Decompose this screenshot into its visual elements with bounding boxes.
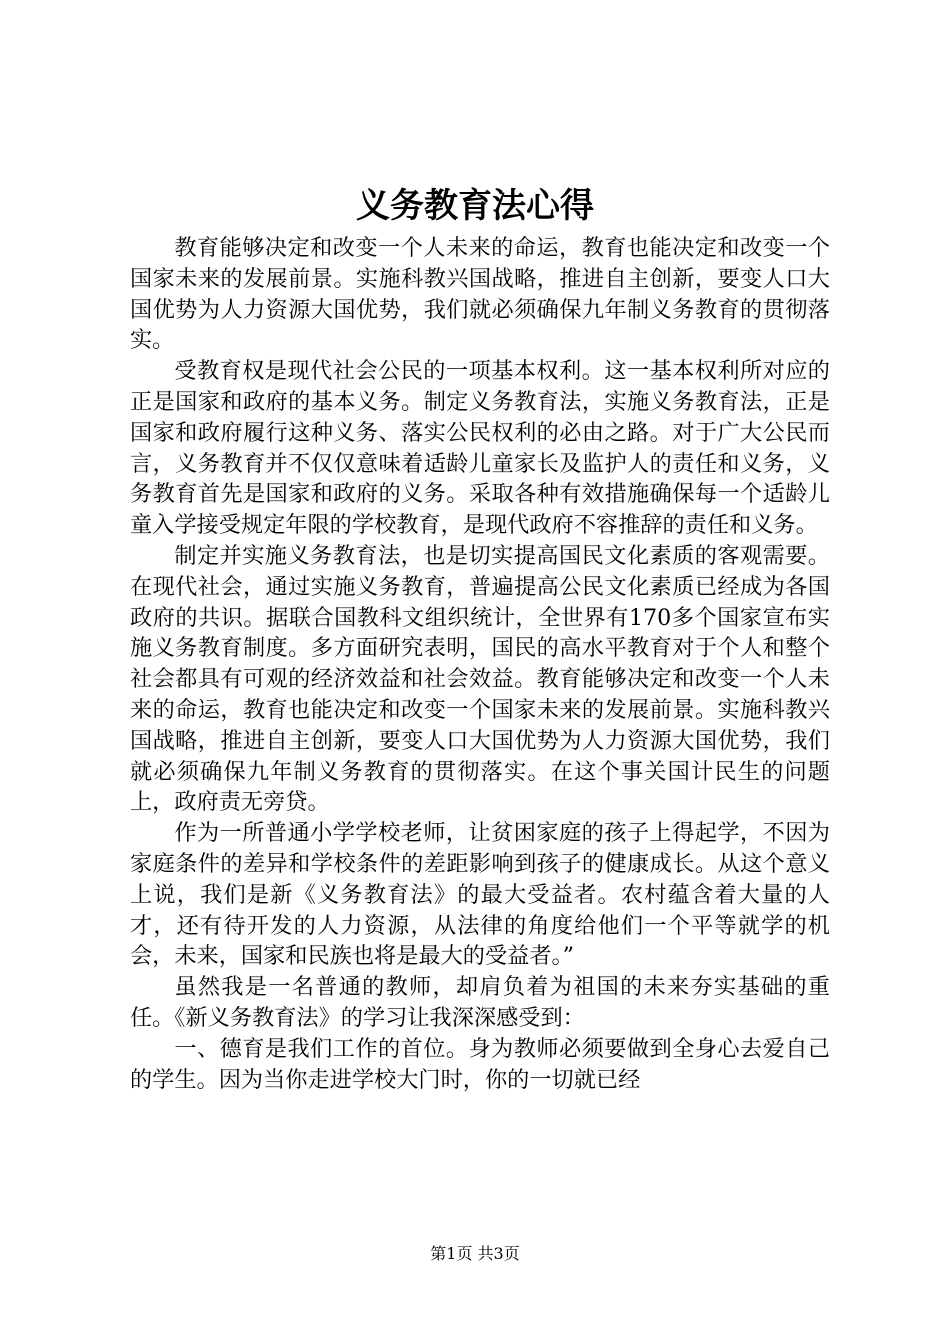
page-number-footer: 第1页 共3页 — [430, 1244, 520, 1263]
paragraph: 教育能够决定和改变一个人未来的命运，教育也能决定和改变一个国家未来的发展前景。实施科教兴国战略，推进自主创新，要变人口大国优势为人力资源大国优势，我们就必须确保九年制义务教育的贯彻落实。 — [130, 235, 830, 354]
paragraph: 虽然我是一名普通的教师，却肩负着为祖国的未来夯实基础的重任。《新义务教育法》的学习让我深深感受到： — [130, 974, 830, 1031]
paragraph: 作为一所普通小学学校老师，让贫困家庭的孩子上得起学，不因为家庭条件的差异和学校条件的差距影响到孩子的健康成长。从这个意义上说，我们是新《义务教育法》的最大受益者。农村蕴含着大量的人才，还有待开发的人力资源，从法律的角度给他们一个平等就学的机会，未来，国家和民族也将是最大的受益者。” — [130, 820, 830, 970]
paragraph: 一、德育是我们工作的首位。身为教师必须要做到全身心去爱自己的学生。因为当你走进学校大门时，你的一切就已经 — [130, 1035, 830, 1093]
document-title: 义务教育法心得 — [356, 186, 594, 226]
paragraph: 制定并实施义务教育法，也是切实提高国民文化素质的客观需要。在现代社会，通过实施义务教育，普遍提高公民文化素质已经成为各国政府的共识。据联合国教科文组织统计，全世界有170多个国家宣布实施义务教育制度。多方面研究表明，国民的高水平教育对于个人和整个社会都具有可观的经济效益和社会效益。教育能够决定和改变一个人未来的命运，教育也能决定和改变一个国家未来的发展前景。实施科教兴国战略，推进自主创新，要变人口大国优势为人力资源大国优势，我们就必须确保九年制义务教育的贯彻落实。在这个事关国计民生的问题上，政府责无旁贷。 — [130, 542, 830, 816]
document-body — [130, 233, 830, 1095]
paragraph: 受教育权是现代社会公民的一项基本权利。这一基本权利所对应的正是国家和政府的基本义务。制定义务教育法，实施义务教育法，正是国家和政府履行这种义务、落实公民权利的必由之路。对于广大公民而言，义务教育并不仅仅意味着适龄儿童家长及监护人的责任和义务，义务教育首先是国家和政府的义务。采取各种有效措施确保每一个适龄儿童入学接受规定年限的学校教育，是现代政府不容推辞的责任和义务。 — [130, 358, 830, 539]
